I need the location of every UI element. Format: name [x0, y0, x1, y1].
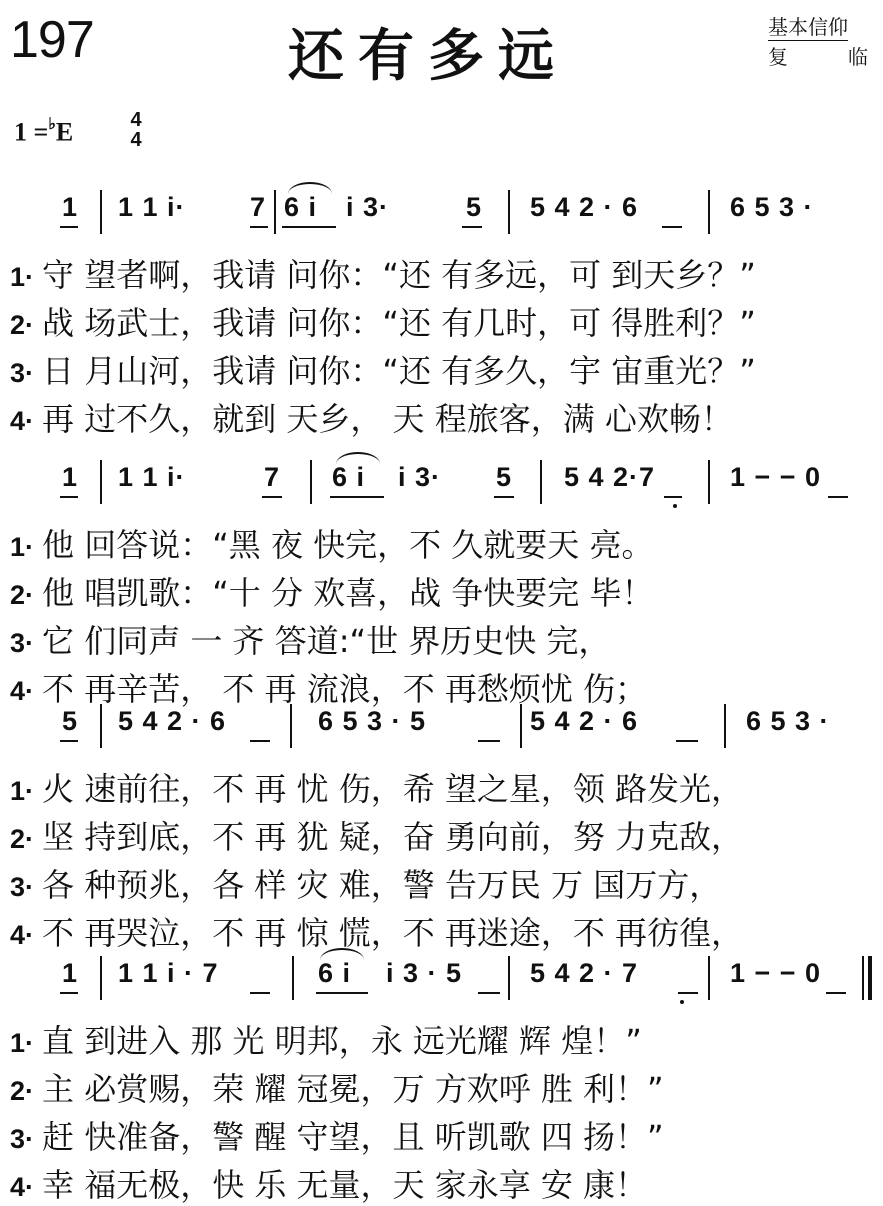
time-signature [126, 110, 146, 150]
beam-underline [662, 226, 682, 228]
barline [292, 956, 294, 1000]
lyric-text: 守 望者啊，我请 问你：“还 有多远，可 到天乡？” [42, 256, 756, 294]
low-octave-dot [680, 1000, 684, 1004]
barline [274, 190, 276, 234]
note-group: 5 [496, 462, 513, 492]
low-octave-dot [673, 504, 677, 508]
verse-number: 1· [10, 776, 35, 806]
tie-arc [336, 452, 380, 464]
beam-underline [316, 992, 368, 994]
barline [100, 956, 102, 1000]
lyric-text: 火 速前往，不 再 忧 伤，希 望之星，领 路发光， [42, 770, 744, 808]
beam-underline [828, 496, 848, 498]
lyric-line [10, 664, 647, 710]
barline [100, 460, 102, 504]
lyric-line [10, 860, 721, 906]
note-group: 1 − − 0 [730, 958, 822, 988]
lyric-line [10, 346, 756, 392]
note-group: 5 4 2·7 [564, 462, 656, 492]
verse-number: 4· [10, 1172, 35, 1202]
beam-underline [478, 740, 500, 742]
note-group: 6 5 3 · [746, 706, 830, 736]
lyric-text: 直 到进入 那 光 明邦，永 远光耀 辉 煌！” [42, 1022, 642, 1060]
lyric-text: 他 回答说：“黑 夜 快完，不 久就要天 亮。 [42, 526, 654, 564]
beam-underline [462, 226, 482, 228]
lyric-text: 它 们同声 一 齐 答道:“世 界历史快 完， [42, 622, 611, 660]
lyric-text: 主 必赏赐，荣 耀 冠冕，万 方欢呼 胜 利！” [42, 1070, 664, 1108]
lyric-line [10, 1112, 664, 1158]
lyric-line [10, 764, 743, 810]
lyric-text: 他 唱凯歌：“十 分 欢喜，战 争快要完 毕！ [42, 574, 654, 612]
verse-number: 4· [10, 676, 35, 706]
hymn-title: 还有多远 [288, 24, 568, 89]
beam-underline [60, 992, 78, 994]
note-group: 1 1 i· [118, 192, 186, 222]
barline [100, 704, 102, 748]
note-group: 6 i [318, 958, 352, 988]
lyric-text: 各 种预兆，各 样 灾 难，警 告万民 万 国万方， [42, 866, 722, 904]
note-group: i 3· [346, 192, 390, 222]
verse-number: 4· [10, 406, 35, 436]
beam-underline [250, 740, 270, 742]
verse-number: 3· [10, 1124, 35, 1154]
barline [100, 190, 102, 234]
beam-underline [826, 992, 846, 994]
lyric-line [10, 568, 653, 614]
lyric-line [10, 520, 653, 566]
barline [310, 460, 312, 504]
note-group: 5 4 2 · 6 [530, 192, 639, 222]
lyric-line [10, 908, 743, 954]
note-group: 6 i [332, 462, 366, 492]
beam-underline [262, 496, 282, 498]
barline [540, 460, 542, 504]
note-group: 7 [250, 192, 267, 222]
note-group: 6 i [284, 192, 318, 222]
verse-number: 3· [10, 872, 35, 902]
lyric-line [10, 812, 743, 858]
lyric-text: 战 场武士，我请 问你：“还 有几时，可 得胜利？” [42, 304, 756, 342]
note-group: 5 4 2 · 6 [530, 706, 639, 736]
barline [508, 190, 510, 234]
verse-number: 1· [10, 262, 35, 292]
lyric-text: 不 再哭泣，不 再 惊 慌，不 再迷途，不 再彷徨， [42, 914, 744, 952]
tie-arc [288, 182, 332, 194]
lyric-text: 日 月山河，我请 问你：“还 有多久，宇 宙重光？” [42, 352, 756, 390]
verse-number: 2· [10, 1076, 35, 1106]
lyric-line [10, 616, 610, 662]
meter-bottom: 4 [130, 129, 142, 151]
note-group: 1 − − 0 [730, 462, 822, 492]
barline [520, 704, 522, 748]
verse-number: 2· [10, 824, 35, 854]
note-group: 1 1 i · 7 [118, 958, 219, 988]
lyric-text: 不 再辛苦， 不 再 流浪，不 再愁烦忧 伤； [42, 670, 648, 708]
beam-underline [664, 496, 682, 498]
verse-number: 4· [10, 920, 35, 950]
note-group: 5 [466, 192, 483, 222]
barline [708, 460, 710, 504]
beam-underline [282, 226, 336, 228]
hymn-number: 197 [10, 11, 94, 69]
beam-underline [60, 226, 78, 228]
verse-number: 1· [10, 1028, 35, 1058]
barline [290, 704, 292, 748]
barline [708, 190, 710, 234]
note-group: 1 [62, 192, 79, 222]
flat-sign: ♭ [48, 116, 56, 133]
verse-number: 1· [10, 532, 35, 562]
beam-underline [478, 992, 500, 994]
barline [862, 956, 864, 1000]
note-group: 5 [62, 706, 79, 736]
lyric-line [10, 1016, 642, 1062]
note-group: 6 5 3 · [730, 192, 814, 222]
key-label: 1 = [14, 117, 49, 147]
lyric-line [10, 1160, 647, 1206]
hymn-reference: 复临 [768, 45, 868, 69]
lyric-line [10, 250, 756, 296]
meter-top: 4 [130, 109, 142, 131]
note-group: 5 4 2 · 6 [118, 706, 227, 736]
beam-underline [676, 740, 698, 742]
note-group: 1 [62, 462, 79, 492]
lyric-text: 坚 持到底，不 再 犹 疑，奋 勇向前，努 力克敌， [42, 818, 744, 856]
note-group: i 3 · 5 [386, 958, 463, 988]
note-group: 1 1 i· [118, 462, 186, 492]
verse-number: 3· [10, 358, 35, 388]
verse-number: 2· [10, 580, 35, 610]
note-group: 7 [264, 462, 281, 492]
note-group: 6 5 3 · 5 [318, 706, 427, 736]
barline [724, 704, 726, 748]
verse-number: 2· [10, 310, 35, 340]
note-group: 1 [62, 958, 79, 988]
barline [868, 956, 872, 1000]
lyric-text: 幸 福无极，快 乐 无量，天 家永享 安 康！ [42, 1166, 648, 1204]
beam-underline [250, 992, 270, 994]
lyric-line [10, 298, 756, 344]
note-group: 5 4 2 · 7 [530, 958, 639, 988]
verse-number: 3· [10, 628, 35, 658]
key-signature [14, 116, 73, 148]
barline [708, 956, 710, 1000]
beam-underline [330, 496, 384, 498]
beam-underline [60, 740, 78, 742]
key-letter: E [55, 117, 74, 147]
beam-underline [250, 226, 268, 228]
beam-underline [60, 496, 78, 498]
hymn-category: 基本信仰 [768, 15, 848, 39]
lyric-text: 赶 快准备，警 醒 守望，且 听凯歌 四 扬！” [42, 1118, 664, 1156]
barline [508, 956, 510, 1000]
note-group: i 3· [398, 462, 442, 492]
lyric-line [10, 394, 733, 440]
lyric-line [10, 1064, 664, 1110]
beam-underline [678, 992, 698, 994]
lyric-text: 再 过不久，就到 天乡， 天 程旅客，满 心欢畅！ [42, 400, 733, 438]
beam-underline [494, 496, 514, 498]
